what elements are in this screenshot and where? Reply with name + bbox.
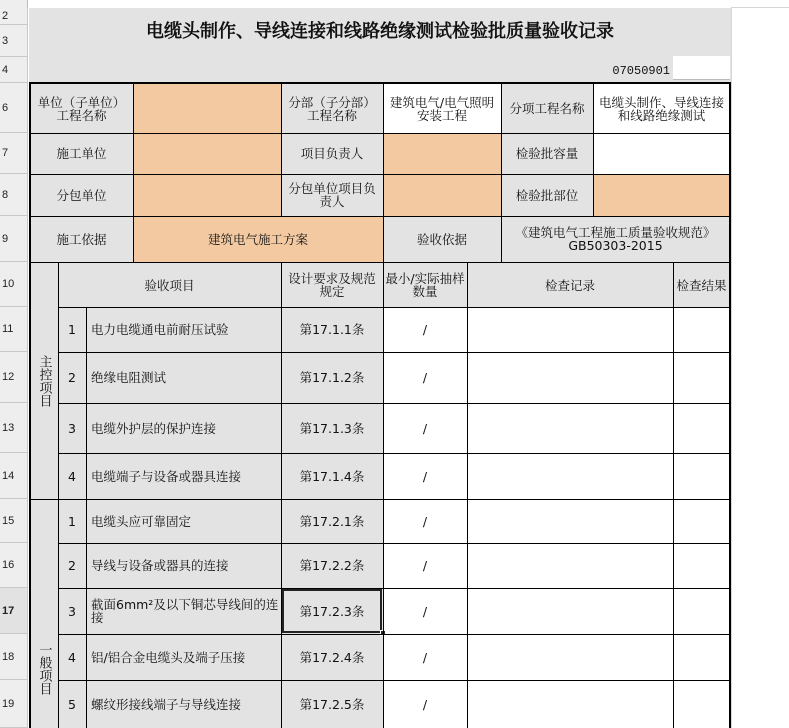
record-cell[interactable] — [467, 453, 730, 499]
acceptance-basis-value: 《建筑电气工程施工质量验收规范》GB50303-2015 — [515, 225, 716, 253]
record-cell[interactable] — [467, 634, 730, 680]
item-name: 电缆头应可靠固定 — [91, 513, 192, 529]
item-name: 导线与设备或器具的连接 — [91, 558, 229, 573]
batch-capacity-value[interactable] — [593, 133, 730, 174]
batch-location-label: 检验批部位 — [515, 187, 579, 203]
record-cell[interactable] — [467, 499, 730, 543]
row-header[interactable]: 11 — [0, 307, 28, 352]
project-lead-value[interactable] — [383, 133, 501, 174]
min-sample-cell[interactable] — [383, 499, 413, 543]
grid-cell[interactable] — [731, 0, 789, 8]
border — [29, 174, 731, 175]
row-header[interactable]: 18 — [0, 634, 28, 680]
col-header-item: 验收项目 — [144, 277, 195, 293]
item-name: 绝缘电阻测试 — [91, 370, 167, 385]
actual-sample-cell[interactable] — [437, 588, 467, 634]
item-number: 2 — [68, 370, 76, 385]
row-header[interactable]: 4 — [0, 57, 28, 83]
min-sample-cell[interactable] — [383, 307, 413, 352]
row-header[interactable]: 9 — [0, 216, 28, 262]
page-title: 电缆头制作、导线连接和线路绝缘测试检验批质量验收记录 — [146, 20, 614, 42]
item-clause: 第17.1.3条 — [299, 420, 365, 436]
item-name: 电力电缆通电前耐压试验 — [91, 322, 229, 337]
record-cell[interactable] — [467, 307, 730, 352]
item-clause: 第17.2.5条 — [299, 696, 365, 712]
border — [29, 216, 731, 217]
sample-slash[interactable]: / — [413, 307, 437, 352]
item-number: 4 — [68, 468, 76, 484]
item-number: 2 — [68, 558, 76, 573]
border — [58, 634, 731, 635]
actual-sample-cell[interactable] — [437, 352, 467, 403]
row-header[interactable]: 19 — [0, 680, 28, 728]
row-header[interactable]: 10 — [0, 262, 28, 307]
col-header-sample: 最小/实际抽样数量 — [385, 271, 465, 299]
item-number: 3 — [68, 420, 76, 436]
item-name: 铝/铝合金电缆头及端子压接 — [91, 649, 246, 665]
row-header[interactable]: 14 — [0, 453, 28, 499]
border — [383, 83, 384, 262]
general-group-label: 一般项目 — [36, 643, 52, 695]
item-number: 4 — [68, 649, 76, 665]
code-cell[interactable] — [673, 56, 730, 80]
border — [729, 82, 731, 728]
item-clause: 第17.2.4条 — [299, 649, 365, 665]
actual-sample-cell[interactable] — [437, 634, 467, 680]
unit-name-label: 单位（子单位）工程名称 — [37, 94, 126, 123]
basis-value[interactable]: 建筑电气施工方案 — [133, 216, 383, 262]
empty-column[interactable] — [731, 0, 789, 728]
record-cell[interactable] — [467, 680, 730, 728]
item-number: 5 — [68, 696, 76, 712]
record-cell[interactable] — [467, 543, 730, 588]
border — [58, 453, 731, 454]
border — [133, 83, 134, 262]
sample-slash[interactable]: / — [413, 453, 437, 499]
record-cell[interactable] — [467, 352, 730, 403]
border — [58, 262, 59, 728]
min-sample-cell[interactable] — [383, 634, 413, 680]
min-sample-cell[interactable] — [383, 352, 413, 403]
min-sample-cell[interactable] — [383, 403, 413, 453]
border — [281, 262, 282, 728]
sub-unit-value[interactable] — [133, 174, 281, 216]
border — [501, 83, 502, 262]
item-clause: 第17.2.2条 — [299, 558, 365, 573]
border — [58, 307, 731, 308]
item-number: 1 — [68, 322, 76, 337]
item-clause: 第17.1.1条 — [299, 322, 365, 337]
item-number: 3 — [68, 603, 76, 619]
border — [58, 588, 731, 589]
row-header[interactable]: 13 — [0, 403, 28, 453]
item-name: 电缆端子与设备或器具连接 — [91, 468, 242, 484]
col-header-record: 检查记录 — [544, 277, 595, 293]
border — [58, 680, 731, 681]
actual-sample-cell[interactable] — [437, 307, 467, 352]
subunit-label: 分部（子分部）工程名称 — [288, 94, 376, 123]
min-sample-cell[interactable] — [383, 588, 413, 634]
actual-sample-cell[interactable] — [437, 543, 467, 588]
sub-unit-lead-value[interactable] — [383, 174, 501, 216]
construction-unit-value[interactable] — [133, 133, 281, 174]
border — [29, 499, 731, 500]
sample-slash[interactable]: / — [413, 499, 437, 543]
min-sample-cell[interactable] — [383, 453, 413, 499]
batch-location-value[interactable] — [593, 174, 730, 216]
row-header[interactable]: 16 — [0, 543, 28, 588]
border — [281, 83, 282, 216]
item-name: 截面6mm²及以下铜芯导线间的连接 — [91, 597, 279, 625]
row-header-selected[interactable]: 17 — [0, 588, 28, 634]
sample-slash[interactable]: / — [413, 403, 437, 453]
border — [58, 543, 731, 544]
row-header[interactable]: 7 — [0, 133, 28, 174]
row-header[interactable]: 8 — [0, 174, 28, 216]
batch-capacity-label: 检验批容量 — [515, 146, 579, 161]
actual-sample-cell[interactable] — [437, 499, 467, 543]
actual-sample-cell[interactable] — [437, 453, 467, 499]
border — [29, 262, 731, 263]
border — [29, 133, 731, 134]
row-header[interactable]: 6 — [0, 83, 28, 133]
item-clause-selected[interactable]: 第17.2.3条 — [282, 589, 382, 633]
sample-slash[interactable]: / — [413, 543, 437, 588]
border — [673, 262, 674, 728]
border — [29, 82, 31, 728]
min-sample-cell[interactable] — [383, 680, 413, 728]
acceptance-basis-label: 验收依据 — [416, 231, 467, 247]
basis-label: 施工依据 — [56, 231, 107, 247]
project-lead-label: 项目负责人 — [300, 146, 364, 161]
subunit-value[interactable]: 建筑电气/电气照明安装工程 — [383, 84, 501, 133]
sub-unit-lead-label: 分包单位项目负责人 — [288, 181, 376, 209]
item-clause: 第17.1.2条 — [299, 370, 365, 385]
border — [58, 403, 731, 404]
item-label: 分项工程名称 — [509, 101, 585, 116]
item-number: 1 — [68, 513, 76, 529]
col-header-result: 检查结果 — [676, 277, 727, 293]
construction-unit-label: 施工单位 — [56, 146, 107, 161]
row-header[interactable]: 3 — [0, 25, 28, 57]
border — [593, 83, 594, 216]
border — [383, 262, 384, 728]
unit-name-value[interactable] — [133, 84, 281, 133]
item-name: 电缆外护层的保护连接 — [91, 420, 217, 436]
sample-slash[interactable]: / — [413, 634, 437, 680]
form-code: 07050901 — [612, 63, 670, 78]
actual-sample-cell[interactable] — [437, 680, 467, 728]
item-clause: 第17.2.1条 — [299, 513, 365, 529]
border — [58, 352, 731, 353]
border — [467, 262, 468, 728]
item-clause: 第17.1.4条 — [299, 468, 365, 484]
item-name: 螺纹形接线端子与导线连接 — [91, 696, 242, 712]
sample-slash[interactable]: / — [413, 352, 437, 403]
actual-sample-cell[interactable] — [437, 403, 467, 453]
record-cell[interactable] — [467, 588, 730, 634]
main-group-label: 主控项目 — [36, 355, 52, 407]
item-value[interactable]: 电缆头制作、导线连接和线路绝缘测试 — [593, 84, 730, 133]
row-header[interactable]: 15 — [0, 499, 28, 543]
border — [29, 82, 731, 84]
row-header[interactable]: 12 — [0, 352, 28, 403]
col-header-design: 设计要求及规范规定 — [288, 271, 376, 299]
sample-slash[interactable]: / — [413, 588, 437, 634]
border — [86, 307, 87, 728]
min-sample-cell[interactable] — [383, 543, 413, 588]
sample-slash[interactable]: / — [413, 680, 437, 728]
row-header[interactable]: 2 — [0, 8, 28, 25]
record-cell[interactable] — [467, 403, 730, 453]
sub-unit-label: 分包单位 — [56, 187, 107, 203]
